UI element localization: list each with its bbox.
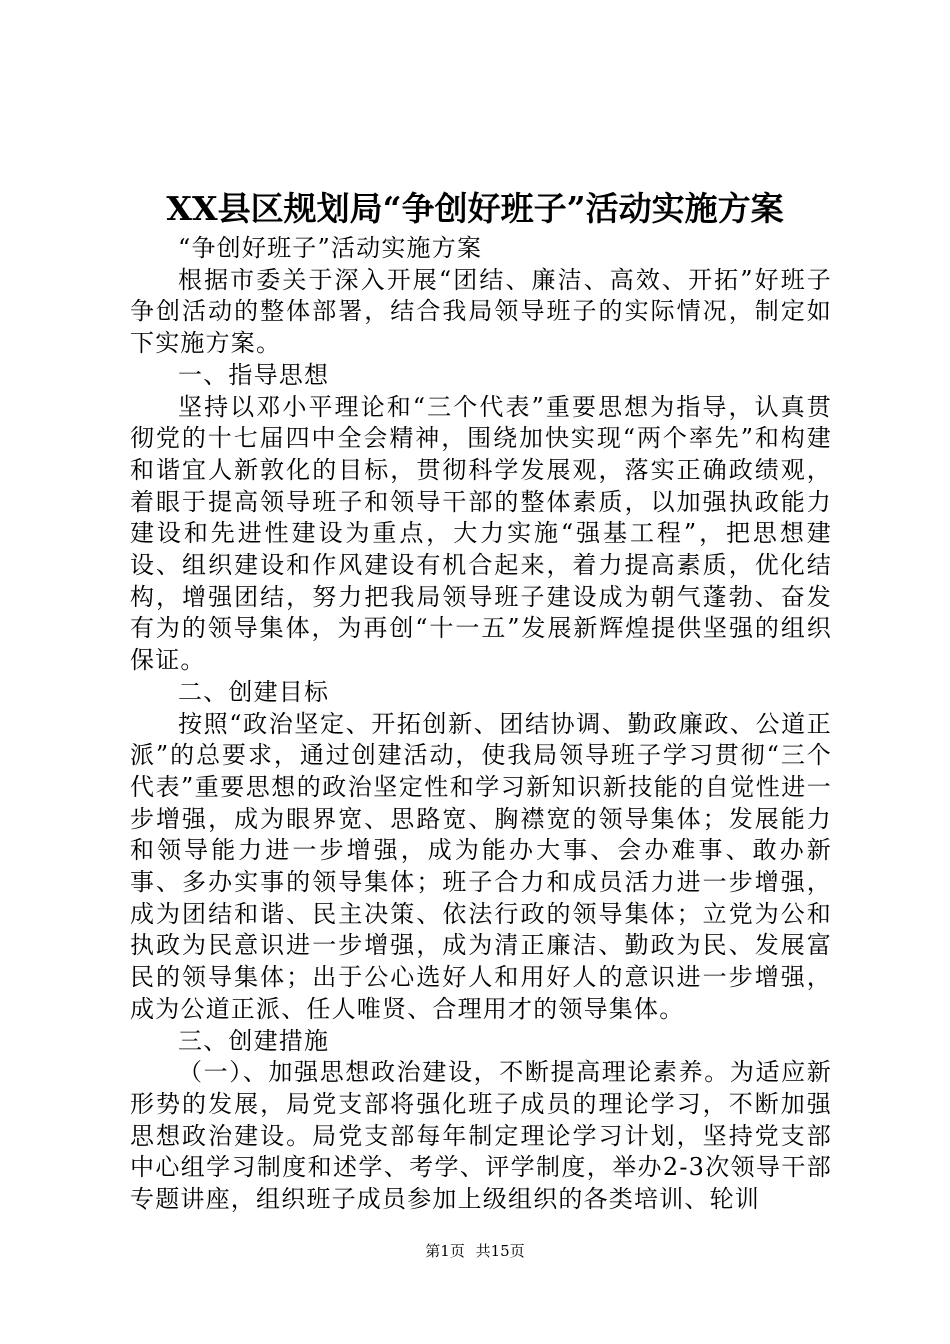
measures-paragraph: （一）、加强思想政治建设，不断提高理论素养。为适应新形势的发展，局党支部将强化班子成员的理论学习，不断加强思想政治建设。局党支部每年制定理论学习计划，坚持党支部中心组学习制度和述学、考学、评学制度，举办2-3次领导干部专题讲座，组织班子成员参加上级组织的各类培训、轮训 (130, 1058, 832, 1214)
page-number: 第1页 (425, 1242, 465, 1260)
section-heading-goals: 二、创建目标 (178, 677, 330, 706)
section-heading-guiding-thought: 一、指导思想 (178, 360, 330, 389)
guiding-thought-paragraph: 坚持以邓小平理论和“三个代表”重要思想为指导，认真贯彻党的十七届四中全会精神，围绕加快实现“两个率先”和构建和谐宜人新敦化的目标，贯彻科学发展观，落实正确政绩观，着眼于提高领导班子和领导干部的整体素质，以加强执政能力建设和先进性建设为重点，大力实施“强基工程”，把思想建设、组织建设和作风建设有机合起来，着力提高素质，优化结构，增强团结，努力把我局领导班子建设成为朝气蓬勃、奋发有为的领导集体，为再创“十一五”发展新辉煌提供坚强的组织保证。 (130, 392, 832, 675)
section-heading-measures: 三、创建措施 (178, 1026, 330, 1055)
intro-paragraph: 根据市委关于深入开展“团结、廉洁、高效、开拓”好班子争创活动的整体部署，结合我局领导班子的实际情况，制定如下实施方案。 (130, 265, 832, 358)
page-total: 共15页 (475, 1242, 525, 1260)
goals-paragraph: 按照“政治坚定、开拓创新、团结协调、勤政廉政、公道正派”的总要求，通过创建活动，使我局领导班子学习贯彻“三个代表”重要思想的政治坚定性和学习新知识新技能的自觉性进一步增强，成为眼界宽、思路宽、胸襟宽的领导集体；发展能力和领导能力进一步增强，成为能办大事、会办难事、敢办新事、多办实事的领导集体；班子合力和成员活力进一步增强，成为团结和谐、民主决策、依法行政的领导集体；立党为公和执政为民意识进一步增强，成为清正廉洁、勤政为民、发展富民的领导集体；出于公心选好人和用好人的意识进一步增强，成为公道正派、任人唯贤、合理用才的领导集体。 (130, 709, 832, 1023)
subtitle-paragraph: “争创好班子”活动实施方案 (178, 234, 483, 262)
page-footer (0, 1241, 950, 1261)
document-body (130, 233, 832, 1216)
document-title: XX县区规划局“争创好班子”活动实施方案 (166, 189, 784, 228)
